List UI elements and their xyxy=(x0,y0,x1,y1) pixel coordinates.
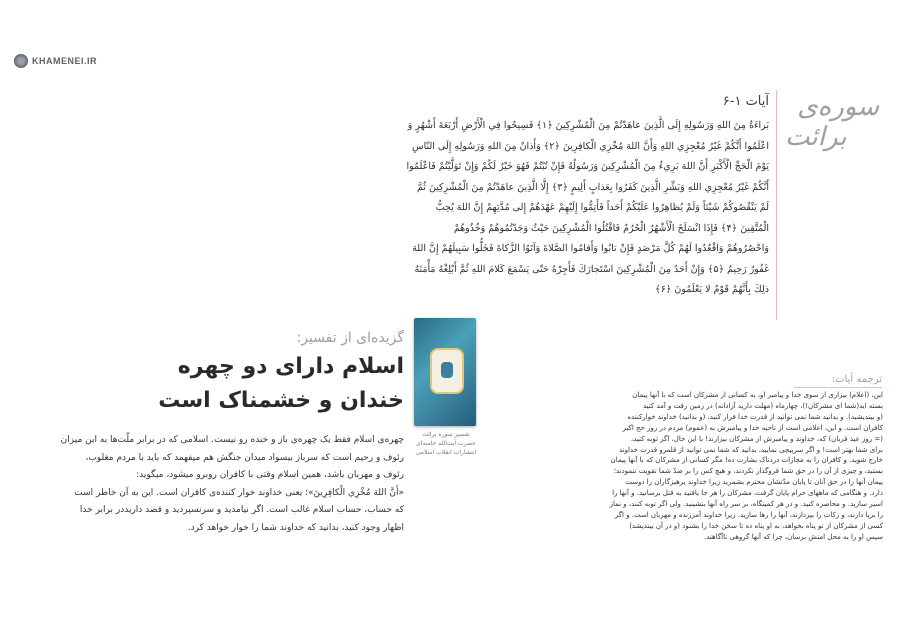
translation-line: سپس او را به محل امنش برسان، چرا که آنها گروهی ناآگاهند. xyxy=(703,532,883,541)
translation-line: (= روز عید قربان) که، خداوند و پیامبرش از مشرکان بیزارند! با این حال، اگر توبه کنید، xyxy=(630,434,883,443)
book-caption-line: تفسیر سوره برائت xyxy=(422,431,470,438)
book-cover-image xyxy=(414,318,476,426)
surah-title xyxy=(775,92,885,162)
verse-line: بَراءَةٌ مِنَ اللهِ وَرَسُولِهِ إِلَى الَّذِينَ عاهَدْتُمْ مِنَ الْمُشْرِكِينَ ﴿۱﴾ فَسِيحُوا فِي الْأَرْضِ أَرْبَعَةَ أَشْهُرٍ وَ xyxy=(407,120,769,131)
verses-panel-border xyxy=(776,90,777,320)
article-title-line1: اسلام دارای دو چهره xyxy=(177,354,404,379)
excerpt-line: که حساب، حساب اسلام غالب است. اگر نیامدید و سرنسپردید و قصد داریددر برابر خدا xyxy=(79,505,404,515)
translation-text xyxy=(507,390,883,543)
book-caption-line: حضرت آیت‌الله خامنه‌ای xyxy=(416,440,476,447)
translation-line: بسته ‌اید(شما ‌ای مشرکان!)، چهارماه (مهلت دارید آزادانه) در زمین رفت و آمد کنید xyxy=(642,401,883,410)
verse-line: غَفُورٌ رَحِيمٌ ﴿۵﴾ وَإِنْ أَحَدٌ مِنَ الْمُشْرِكِينَ اسْتَجارَكَ فَأَجِرْهُ حَتّى يَسْمَعَ كَلامَ اللهِ ثُمَّ أَبْلِغْهُ مَأْمَنَهُ xyxy=(414,263,769,275)
article-title-line2: خندان و خشمناک است xyxy=(158,388,404,413)
verse-line: اعْلَمُوا أَنَّكُمْ غَيْرُ مُعْجِزِي اللهِ وَأَنَّ اللهَ مُخْزِي الْكافِرِينَ ﴿۲﴾ وَأَذانٌ مِنَ اللهِ وَرَسُولِهِ إِلَى النّاسِ xyxy=(412,140,769,152)
surah-title-line2: برائت xyxy=(785,122,847,152)
article-excerpt xyxy=(60,432,404,537)
excerpt-line: چهره‌ی اسلام فقط یک چهره‌ی باز و خنده رو نیست. اسلامی که در برابر ملّت‌ها به این میزان xyxy=(60,435,404,445)
verse-line: الْمُتَّقِينَ ﴿۴﴾ فَإِذَا انْسَلَخَ الْأَشْهُرُ الْحُرُمُ فَاقْتُلُوا الْمُشْرِكِينَ حَيْثُ وَجَدْتُمُوهُمْ وَخُذُوهُمْ xyxy=(453,222,769,234)
logo-emblem-icon xyxy=(14,54,28,68)
verse-line: ذلِكَ بِأَنَّهُمْ قَوْمٌ لا يَعْلَمُونَ ﴿۶﴾ xyxy=(655,284,769,295)
translation-line: خارج شوید. و کافران را به مجازات دردناک بشارت ده! مگر کسانی از مشرکان که با آنها پیمان xyxy=(610,456,883,465)
translation-line: کافران است. و این، اعلامی است از ناحیه خدا و پیامبرش به (عموم) مردم در روز حج اکبر xyxy=(622,423,883,432)
surah-title-line1: سوره‌ی xyxy=(797,92,879,122)
translation-line: دارد. و هنگامی که ماههای حرام پایان گرفت، مشرکان را هر جا یافتید به قتل برسانید. و آنها را xyxy=(612,489,883,498)
translation-line: بستید، و چیزی از آن را در حق شما فروگذار نکردند، و هیچ کس را بر ضدّ شما تقویت ننمودند؛ xyxy=(613,467,883,476)
excerpt-line: «أَنَّ اللهَ مُخْزِي الْكافِرِينَ»؛ یعنی خداوند خوار کننده‌ی کافران است. این به آن خاطر است xyxy=(74,487,404,498)
verses-heading: آیات ۱-۶ xyxy=(722,94,769,109)
book-caption-line: انتشارات انقلاب اسلامی xyxy=(415,449,477,456)
translation-line: کسی از مشرکان از تو پناه بخواهد، به او پناه ده تا سخن خدا را بشنود (و در آن بیندیشد) xyxy=(629,521,883,530)
book-caption xyxy=(408,430,484,457)
verse-line: وَاحْصُرُوهُمْ وَاقْعُدُوا لَهُمْ كُلَّ مَرْصَدٍ فَإِنْ تابُوا وَأَقامُوا الصَّلاةَ وَآتَوُا الزَّكاةَ فَخَلُّوا سَبِيلَهُمْ إِنَّ اللهَ xyxy=(412,243,769,254)
verse-lines xyxy=(406,116,769,301)
verse-line: لَمْ يَنْقُصُوكُمْ شَيْئاً وَلَمْ يُظاهِرُوا عَلَيْكُمْ أَحَداً فَأَتِمُّوا إِلَيْهِمْ عَهْدَهُمْ إِلى مُدَّتِهِمْ إِنَّ اللهَ يُحِبُّ xyxy=(435,202,769,213)
book-cover-emblem-icon xyxy=(430,348,464,394)
translation-line: (و بیندیشید). و بدانید شما نمی‌ توانید از قدرت خدا فرار کنید، (و بدانید) خداوند خوارکننده xyxy=(627,412,883,421)
translation-line: این، (اعلام) بیزاری از سوی خدا و پیامبر او، به کسانی از مشرکان است که با آنها پیمان xyxy=(632,391,883,399)
article-title xyxy=(118,350,404,418)
excerpt-line: رئوف و رحیم است که سرباز بیسواد میدان جنگش هم میفهمد که باید با مردم مغلوب، xyxy=(85,452,404,463)
translation-line: اسیر سازید. و محاصره کنید. و در هر کمینگاه، بر سر راه آنها بنشینید. ولی اگر توبه کنند، و نماز xyxy=(609,500,883,509)
excerpt-line: رئوف و مهربان باشد، همین اسلام وقتی با کافران روبرو میشود، میگوید: xyxy=(136,470,404,480)
site-logo[interactable] xyxy=(14,54,97,68)
translation-line: برای شما بهتر است! و اگر سرپیچی نمایید، بدانید که شما نمی‌ توانید از قلمرو قدرت خداوند xyxy=(618,445,883,454)
translation-heading: ترجمه آیات: xyxy=(782,374,882,388)
translation-line: پیمان آنها را در حق آنان تا پایان مدّتشان محترم بشمرید زیرا خداوند پرهیزگاران را دوست xyxy=(625,478,883,487)
logo-text: KHAMENEI.IR xyxy=(32,56,98,66)
article-kicker: گزیده‌ای از تفسیر: xyxy=(296,330,404,346)
translation-line: را برپا دارند، و زکات را بپردازند، آنها را رها سازید. زیرا خداوند آمرزنده و مهربان است. و اگر xyxy=(614,510,883,519)
verses-panel xyxy=(402,90,777,320)
verse-line: يَوْمَ الْحَجِّ الْأَكْبَرِ أَنَّ اللهَ بَرِيءٌ مِنَ الْمُشْرِكِينَ وَرَسُولُهُ فَإِنْ تُبْتُمْ فَهُوَ خَيْرٌ لَكُمْ وَإِنْ تَوَلَّيْتُمْ فَاعْلَمُوا xyxy=(406,161,769,172)
excerpt-line: اظهار وجود کنید، بدانید که خداوند شما را خوار خواهد کرد. xyxy=(187,522,404,533)
verse-line: أَنَّكُمْ غَيْرُ مُعْجِزِي اللهِ وَبَشِّرِ الَّذِينَ كَفَرُوا بِعَذابٍ أَلِيمٍ ﴿۳﴾ إِلَّا الَّذِينَ عاهَدْتُمْ مِنَ الْمُشْرِكِينَ ثُمَّ xyxy=(416,181,769,193)
